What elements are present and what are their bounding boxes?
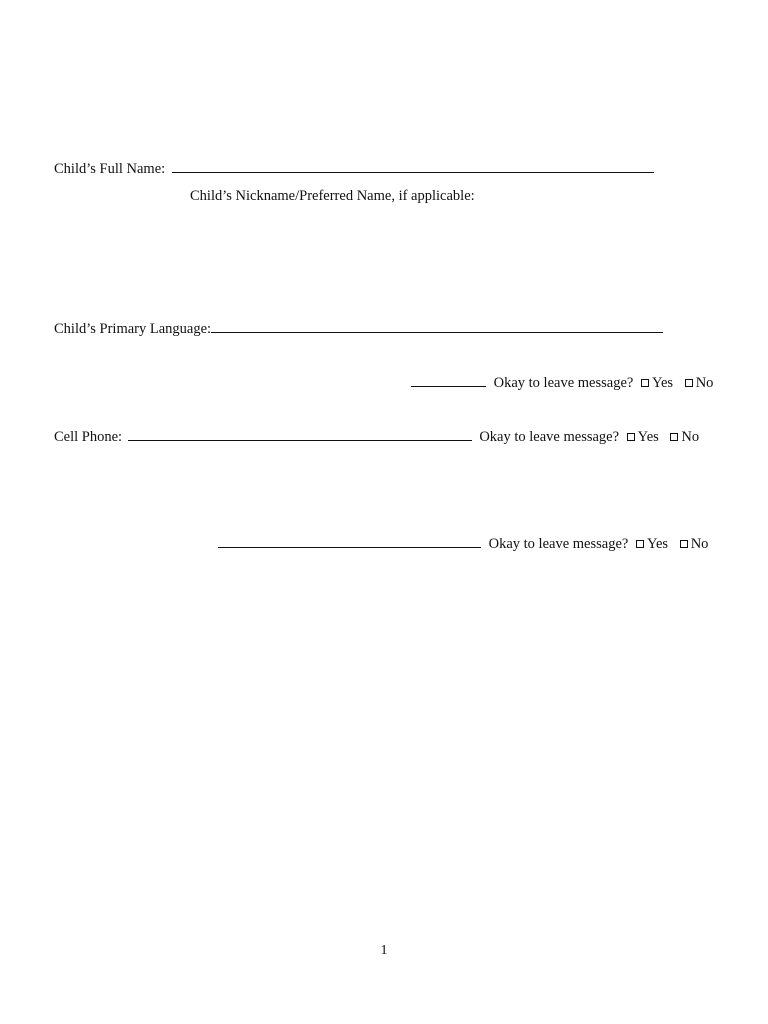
primary-language-label: Child’s Primary Language: [54, 321, 212, 337]
phone-1-yes-label: Yes [651, 375, 674, 391]
phone-row-3 [218, 535, 708, 553]
cell-phone-message-question: Okay to leave message? [479, 429, 620, 445]
phone-3-no-label: No [690, 536, 709, 552]
phone-3-field[interactable] [218, 535, 481, 548]
phone-3-yes-label: Yes [646, 536, 669, 552]
phone-1-no-label: No [695, 375, 714, 391]
cell-phone-yes-checkbox[interactable] [627, 433, 635, 441]
cell-phone-field[interactable] [128, 428, 472, 441]
phone-1-message-question: Okay to leave message? [493, 375, 634, 391]
primary-language-row [54, 320, 663, 338]
cell-phone-yes-label: Yes [637, 429, 659, 445]
phone-1-no-checkbox[interactable] [685, 379, 693, 387]
phone-row-1 [411, 374, 713, 392]
cell-phone-no-checkbox[interactable] [670, 433, 678, 441]
cell-phone-label: Cell Phone: [54, 429, 123, 445]
full-name-field[interactable] [172, 160, 654, 173]
phone-1-field[interactable] [411, 374, 486, 387]
page-number: 1 [380, 943, 388, 958]
phone-3-message-question: Okay to leave message? [488, 536, 629, 552]
phone-3-yes-checkbox[interactable] [636, 540, 644, 548]
nickname-label: Child’s Nickname/Preferred Name, if applicable: [190, 188, 475, 204]
cell-phone-no-label: No [681, 429, 700, 445]
cell-phone-row [54, 428, 699, 446]
nickname-row [190, 187, 475, 205]
full-name-row [54, 160, 654, 178]
full-name-label: Child’s Full Name: [54, 161, 166, 177]
phone-3-no-checkbox[interactable] [680, 540, 688, 548]
primary-language-field[interactable] [211, 320, 663, 333]
phone-1-yes-checkbox[interactable] [641, 379, 649, 387]
